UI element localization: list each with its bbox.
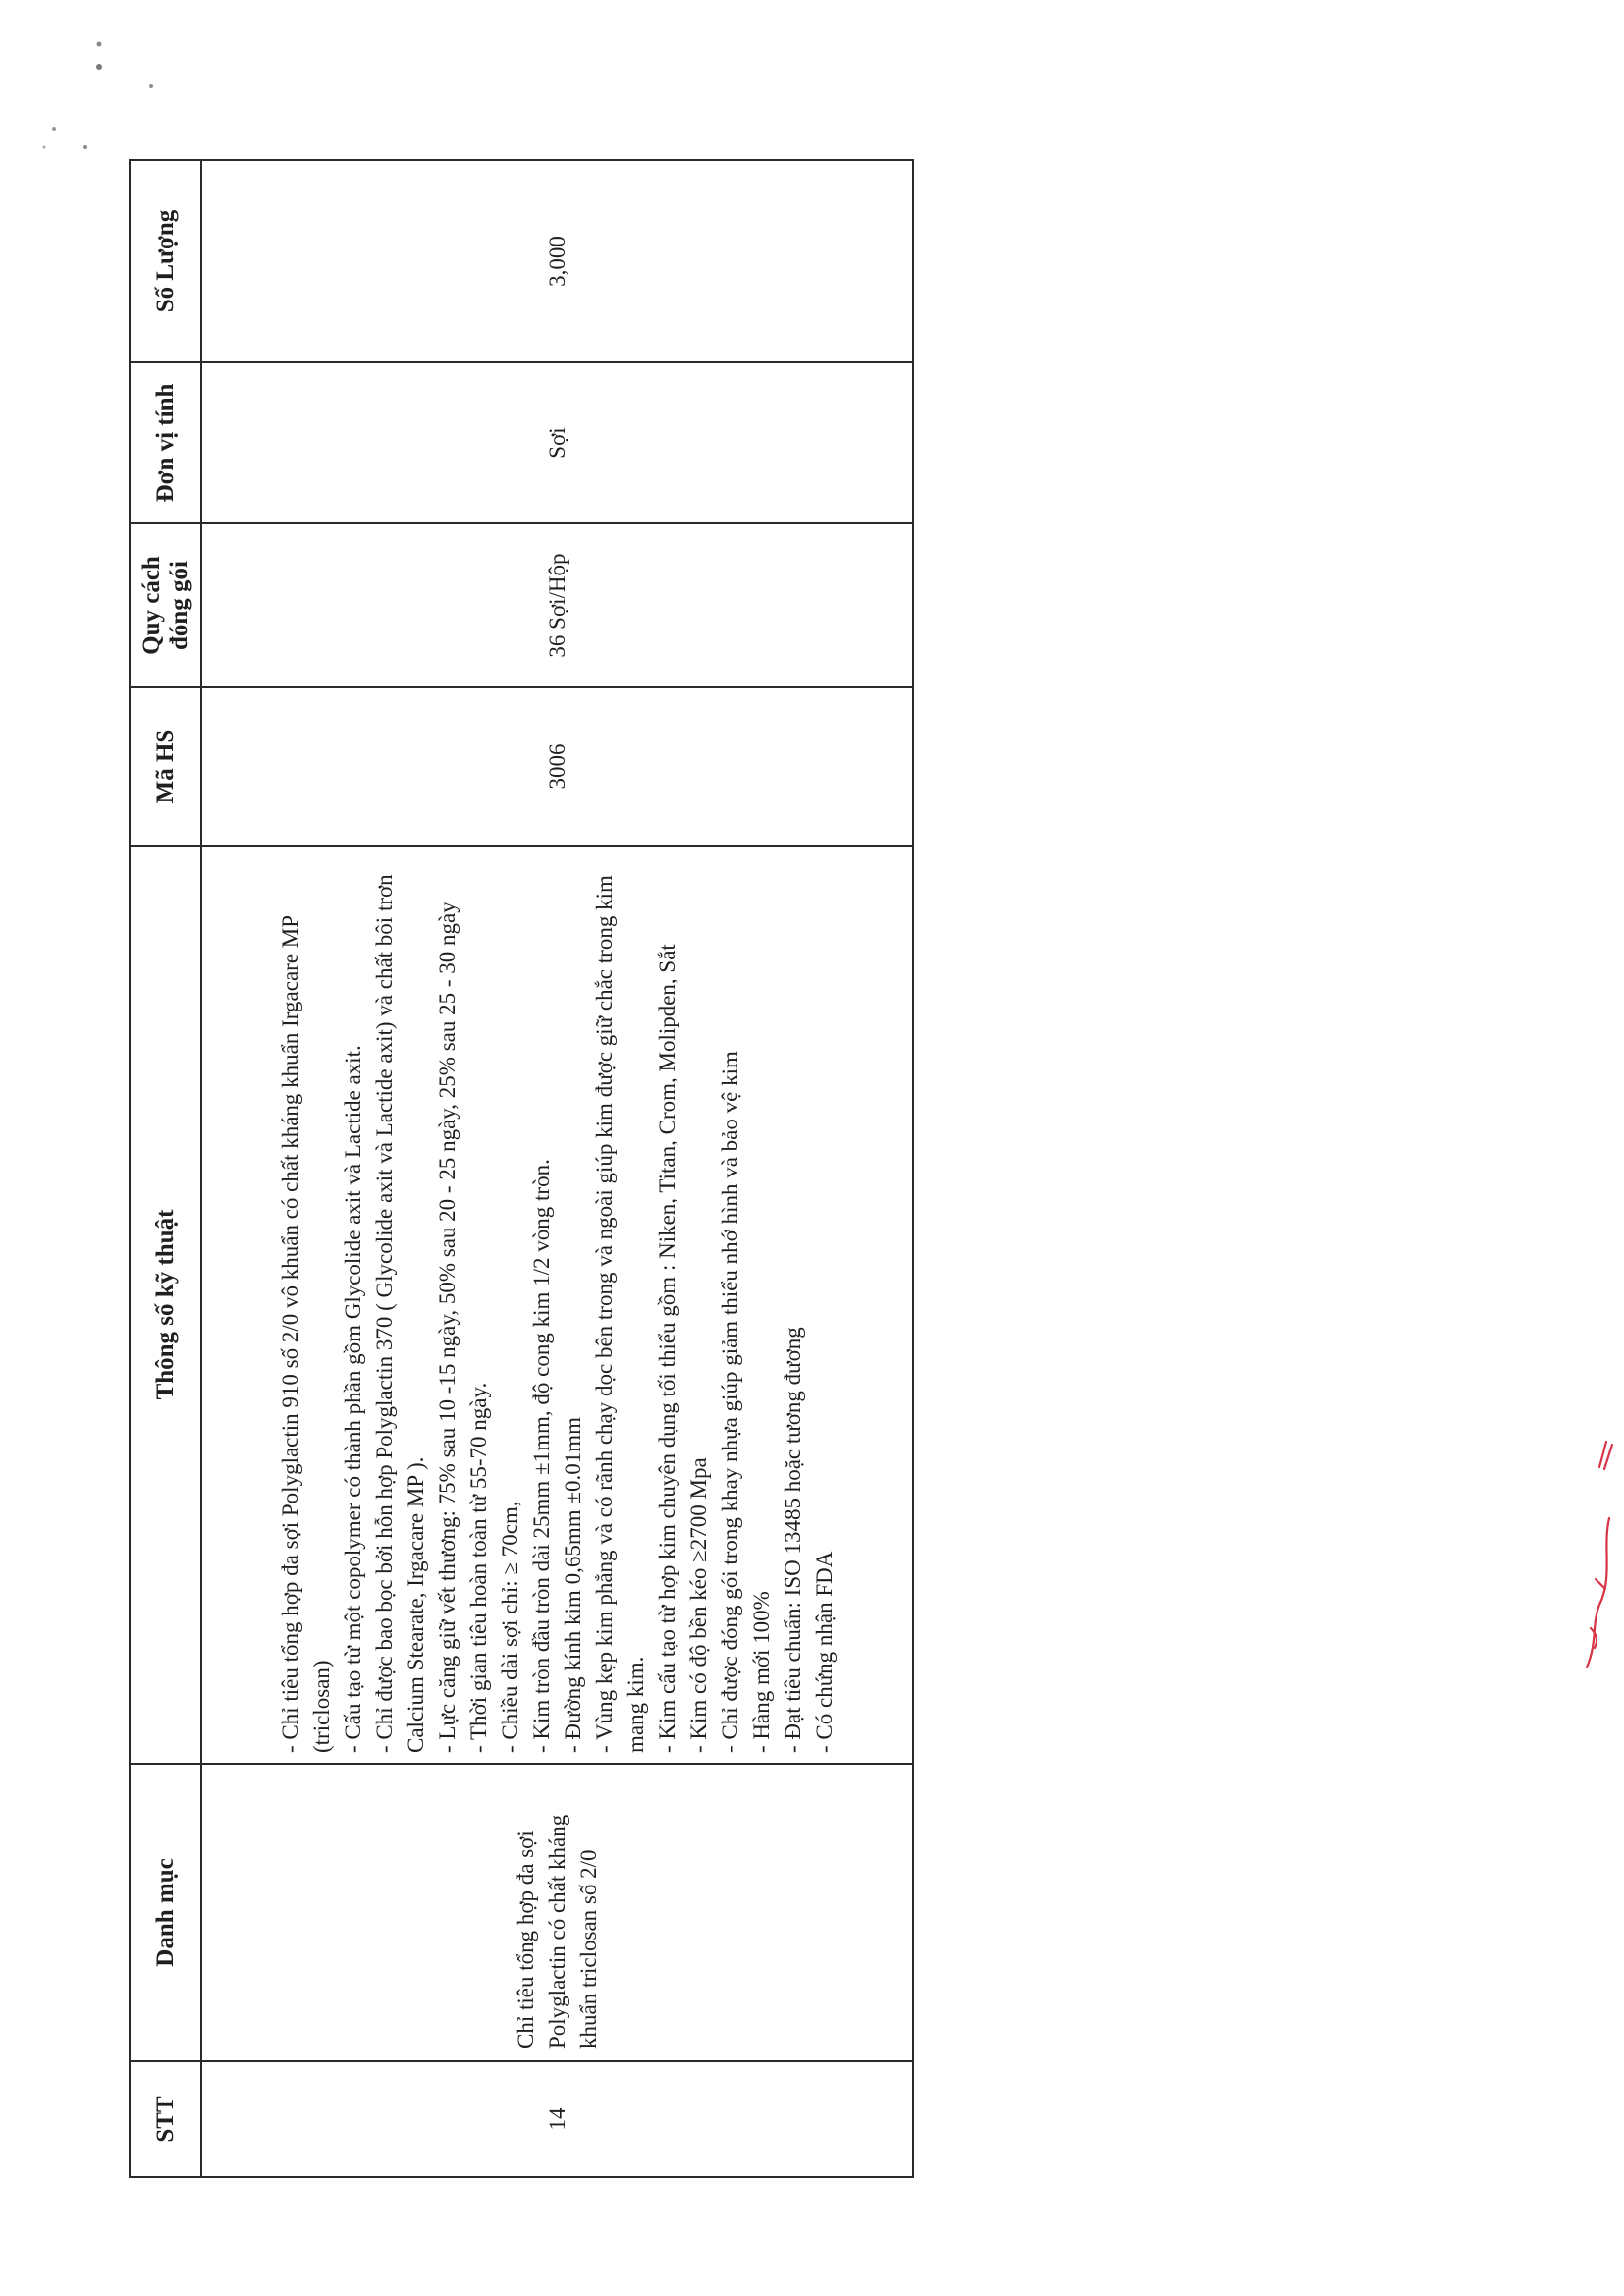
scan-speck xyxy=(43,146,46,149)
spec-line: - Vùng kẹp kim phẳng và có rãnh chạy dọc bên trong và ngoài giúp kim được giữ chắc trong kim mang kim. xyxy=(591,875,648,1753)
spec-line: - Kim tròn đầu tròn dài 25mm ±1mm, độ cong kim 1/2 vòng tròn. xyxy=(528,1159,554,1753)
header-so-luong: Số Lượng xyxy=(130,160,201,362)
header-ma-hs: Mã HS xyxy=(130,687,201,846)
pen-stroke xyxy=(1587,1518,1609,1667)
spec-line: - Lực căng giữ vết thương: 75% sau 10 -15 ngày, 50% sau 20 - 25 ngày, 25% sau 25 - 30 ngày xyxy=(434,902,460,1753)
spec-line: - Có chứng nhận FDA xyxy=(811,1551,837,1753)
spec-line: - Thời gian tiêu hoàn toàn từ 55-70 ngày. xyxy=(465,1382,491,1753)
cell-so-luong: 3,000 xyxy=(201,160,913,362)
spec-line: - Chiều dài sợi chỉ: ≥ 70cm, xyxy=(497,1501,522,1753)
product-spec-table xyxy=(129,159,914,2178)
pen-stroke xyxy=(1596,1579,1605,1589)
spec-line: - Kim cấu tạo từ hợp kim chuyên dụng tối thiểu gồm : Niken, Titan, Crom, Molipden, Sắt xyxy=(654,944,679,1753)
spec-line: - Chỉ được bao bọc bởi hỗn hợp Polyglactin 370 ( Glycolide axit và Lactide axit) và chất bôi trơn Calcium Stearate, Irgacare MP ). xyxy=(371,874,428,1753)
cell-stt: 14 xyxy=(201,2061,913,2177)
spec-line: - Hàng mới 100% xyxy=(748,1591,774,1753)
spec-line: - Đạt tiêu chuẩn: ISO 13485 hoặc tương đương xyxy=(780,1327,805,1753)
scan-speck xyxy=(149,84,153,88)
table-row xyxy=(201,160,913,2177)
spec-line: - Chỉ được đóng gói trong khay nhựa giúp giảm thiểu nhớ hình và bảo vệ kim xyxy=(717,1051,742,1753)
scan-speck xyxy=(52,127,56,131)
spec-line: - Đường kính kim 0,65mm ±0.01mm xyxy=(560,1416,585,1753)
scan-speck xyxy=(96,64,102,70)
spec-line: - Kim có độ bền kéo ≥2700 Mpa xyxy=(685,1457,711,1753)
header-quy-cach xyxy=(130,523,201,687)
cell-danh-muc: Chỉ tiêu tổng hợp đa sợi Polyglactin có chất kháng khuẩn triclosan số 2/0 xyxy=(201,1764,913,2061)
spec-line: - Chỉ tiêu tổng hợp đa sợi Polyglactin 910 số 2/0 vô khuẩn có chất kháng khuẩn Irgacare MP (triclosan) xyxy=(277,915,334,1753)
spec-list xyxy=(275,850,840,1753)
spec-line: - Cấu tạo từ một copolymer có thành phần gồm Glycolide axit và Lactide axit. xyxy=(340,1045,365,1753)
header-quy-cach-label: Quy cách đóng gói xyxy=(137,556,192,655)
header-thong-so-ky-thuat: Thông số kỹ thuật xyxy=(130,846,201,1764)
table-header-row xyxy=(130,160,201,2177)
scan-speck xyxy=(83,145,87,149)
scan-speck xyxy=(97,42,102,47)
red-pen-mark xyxy=(1569,1432,1620,1679)
header-danh-muc: Danh mục xyxy=(130,1764,201,2061)
cell-quy-cach: 36 Sợi/Hộp xyxy=(201,523,913,687)
cell-don-vi-tinh: Sợi xyxy=(201,362,913,523)
header-don-vi-tinh: Đơn vị tính xyxy=(130,362,201,523)
cell-thong-so-ky-thuat xyxy=(201,846,913,1764)
cell-ma-hs: 3006 xyxy=(201,687,913,846)
header-stt: STT xyxy=(130,2061,201,2177)
rotated-table-frame xyxy=(129,161,912,2178)
